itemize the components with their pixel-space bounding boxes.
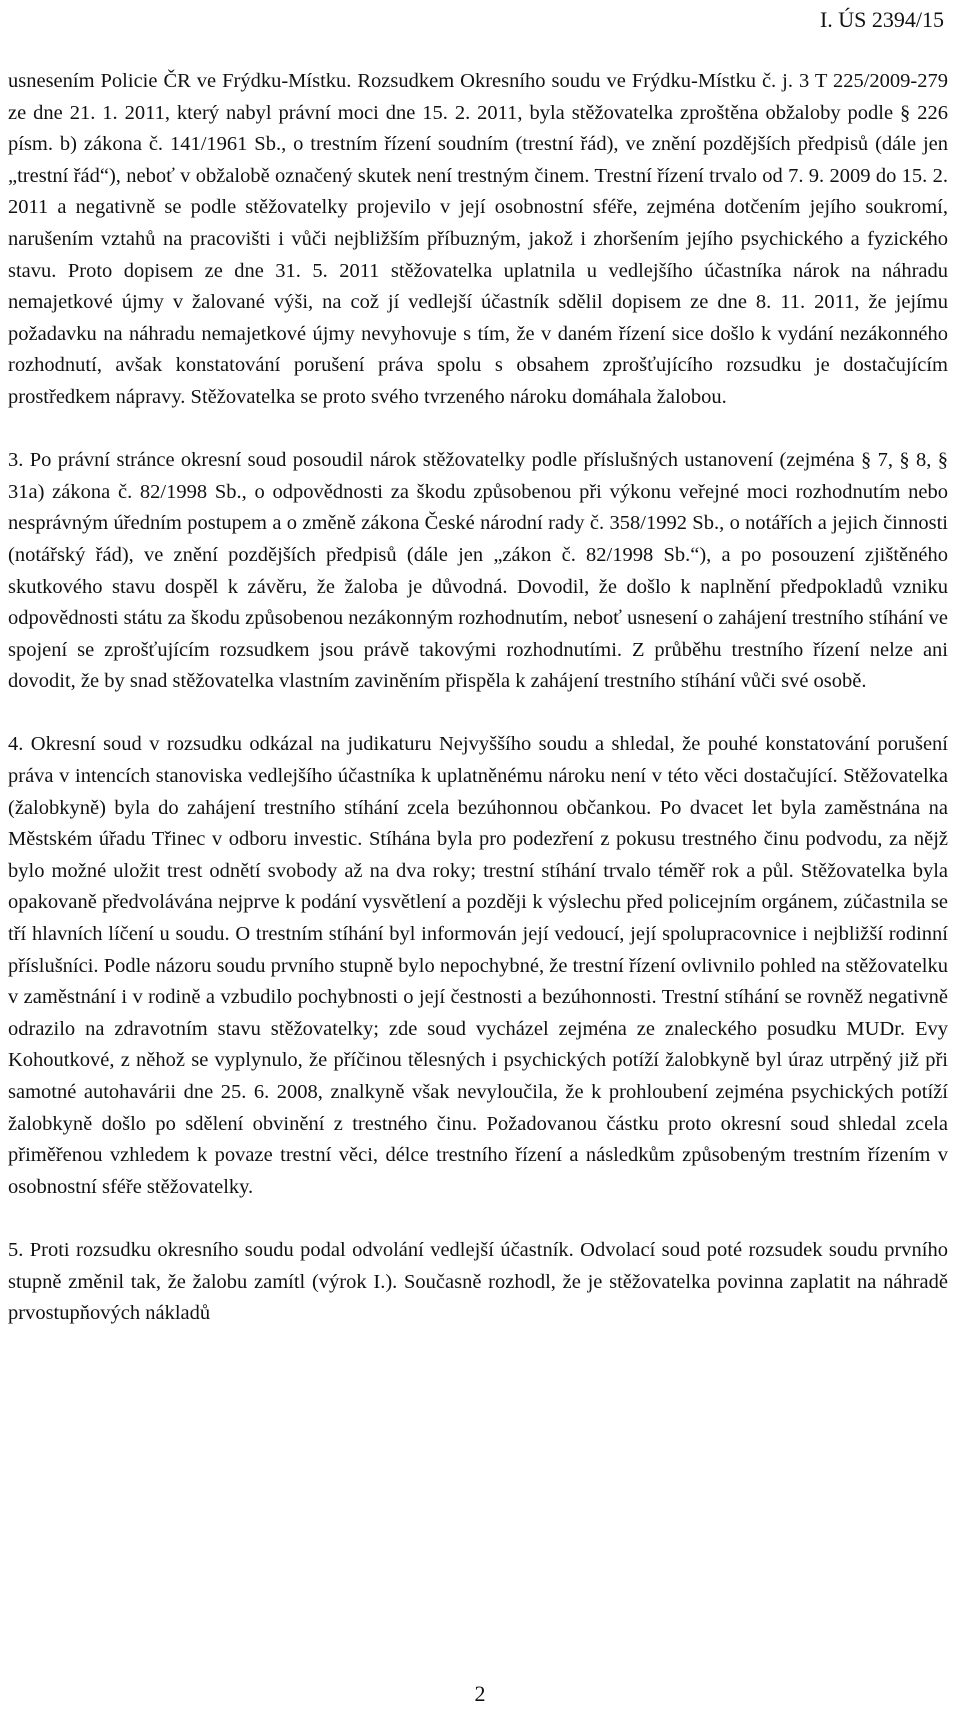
paragraph-4: 4. Okresní soud v rozsudku odkázal na judikaturu Nejvyššího soudu a shledal, že pouhé konstatování porušení práva v intencích stanoviska vedlejšího účastníka k uplatněnému nároku není v této věci dostačující. Stěžovatelka (žalobkyně) byla do zahájení trestního stíhání zcela bezúhonnou občankou. Po dvacet let byla zaměstnána na Městském úřadu Třinec v odboru investic. Stíhána byla pro podezření z pokusu trestného činu podvodu, za nějž bylo možné uložit trest odnětí svobody až na dva roky; trestní stíhání trvalo téměř rok a půl. Stěžovatelka byla opakovaně předvolávána nejprve k podání vysvětlení a později k výslechu před policejním orgánem, zúčastnila se tří hlavních líčení u soudu. O trestním stíhání byl informován její vedoucí, její spolupracovnice i nejbližší rodinní příslušníci. Podle názoru soudu prvního stupně bylo nepochybné, že trestní řízení ovlivnilo pohled na stěžovatelku v zaměstnání i v rodině a vzbudilo pochybnosti o její čestnosti a bezúhonnosti. Trestní stíhání se rovněž negativně odrazilo na zdravotním stavu stěžovatelky; zde soud vycházel zejména ze znaleckého posudku MUDr. Evy Kohoutkové, z něhož se vyplynulo, že příčinou tělesných i psychických potíží žalobkyně byl úraz utrpěný již při samotné autohavárii dne 25. 6. 2008, znalkyně však nevyloučila, že k prohloubení zejména psychických potíží žalobkyně došlo po sdělení obvinění z trestného činu. Požadovanou částku proto okresní soud shledal zcela přiměřenou vzhledem k povaze trestní věci, délce trestního řízení a následkům způsobeným trestním řízením v osobnostní sféře stěžovatelky. — [8, 733, 948, 1198]
page-number: 2 — [474, 1681, 486, 1706]
paragraph-3: 3. Po právní stránce okresní soud posoudil nárok stěžovatelky podle příslušných ustanovení (zejména § 7, § 8, § 31a) zákona č. 82/1998 Sb., o odpovědnosti za škodu způsobenou při výkonu veřejné moci rozhodnutím nebo nesprávným úředním postupem a o změně zákona České národní rady č. 358/1992 Sb., o notářích a jejich činnosti (notářský řád), ve znění pozdějších předpisů (dále jen „zákon č. 82/1998 Sb.“), a po posouzení zjištěného skutkového stavu dospěl k závěru, že žaloba je důvodná. Dovodil, že došlo k naplnění předpokladů vzniku odpovědnosti státu za škodu způsobenou nezákonným rozhodnutím, neboť usnesení o zahájení trestního stíhání ve spojení se zprošťujícím rozsudkem jsou právě takovými rozhodnutími. Z průběhu trestního řízení nelze ani dovodit, že by snad stěžovatelka vlastním zaviněním přispěla k zahájení trestního stíhání vůči své osobě. — [8, 449, 948, 693]
paragraph-5: 5. Proti rozsudku okresního soudu podal odvolání vedlejší účastník. Odvolací soud poté rozsudek soudu prvního stupně změnil tak, že žalobu zamítl (výrok I.). Současně rozhodl, že je stěžovatelka povinna zaplatit na náhradě prvostupňových nákladů — [8, 1238, 948, 1325]
paragraph-continuation: usnesením Policie ČR ve Frýdku-Místku. Rozsudkem Okresního soudu ve Frýdku-Místku č. j. 3 T 225/2009-279 ze dne 21. 1. 2011, který nabyl právní moci dne 15. 2. 2011, byla stěžovatelka zproštěna obžaloby podle § 226 písm. b) zákona č. 141/1961 Sb., o trestním řízení soudním (trestní řád), ve znění pozdějších předpisů (dále jen „trestní řád“), neboť v obžalobě označený skutek není trestným činem. Trestní řízení trvalo od 7. 9. 2009 do 15. 2. 2011 a negativně se podle stěžovatelky projevilo v její osobnostní sféře, zejména dotčením jejího soukromí, narušením vztahů na pracovišti i vůči nejbližším příbuzným, jakož i zhoršením jejího psychického a fyzického stavu. Proto dopisem ze dne 31. 5. 2011 stěžovatelka uplatnila u vedlejšího účastníka nárok na náhradu nemajetkové újmy v žalované výši, na což jí vedlejší účastník sdělil dopisem ze dne 8. 11. 2011, že jejímu požadavku na náhradu nemajetkové újmy nevyhovuje s tím, že v daném řízení sice došlo k vydání nezákonného rozhodnutí, avšak konstatování porušení práva spolu s obsahem zprošťujícího rozsudku je dostačujícím prostředkem nápravy. Stěžovatelka se proto svého tvrzeného nároku domáhala žalobou. — [8, 70, 948, 408]
case-number: I. ÚS 2394/15 — [819, 7, 944, 32]
document-body — [8, 66, 948, 1330]
